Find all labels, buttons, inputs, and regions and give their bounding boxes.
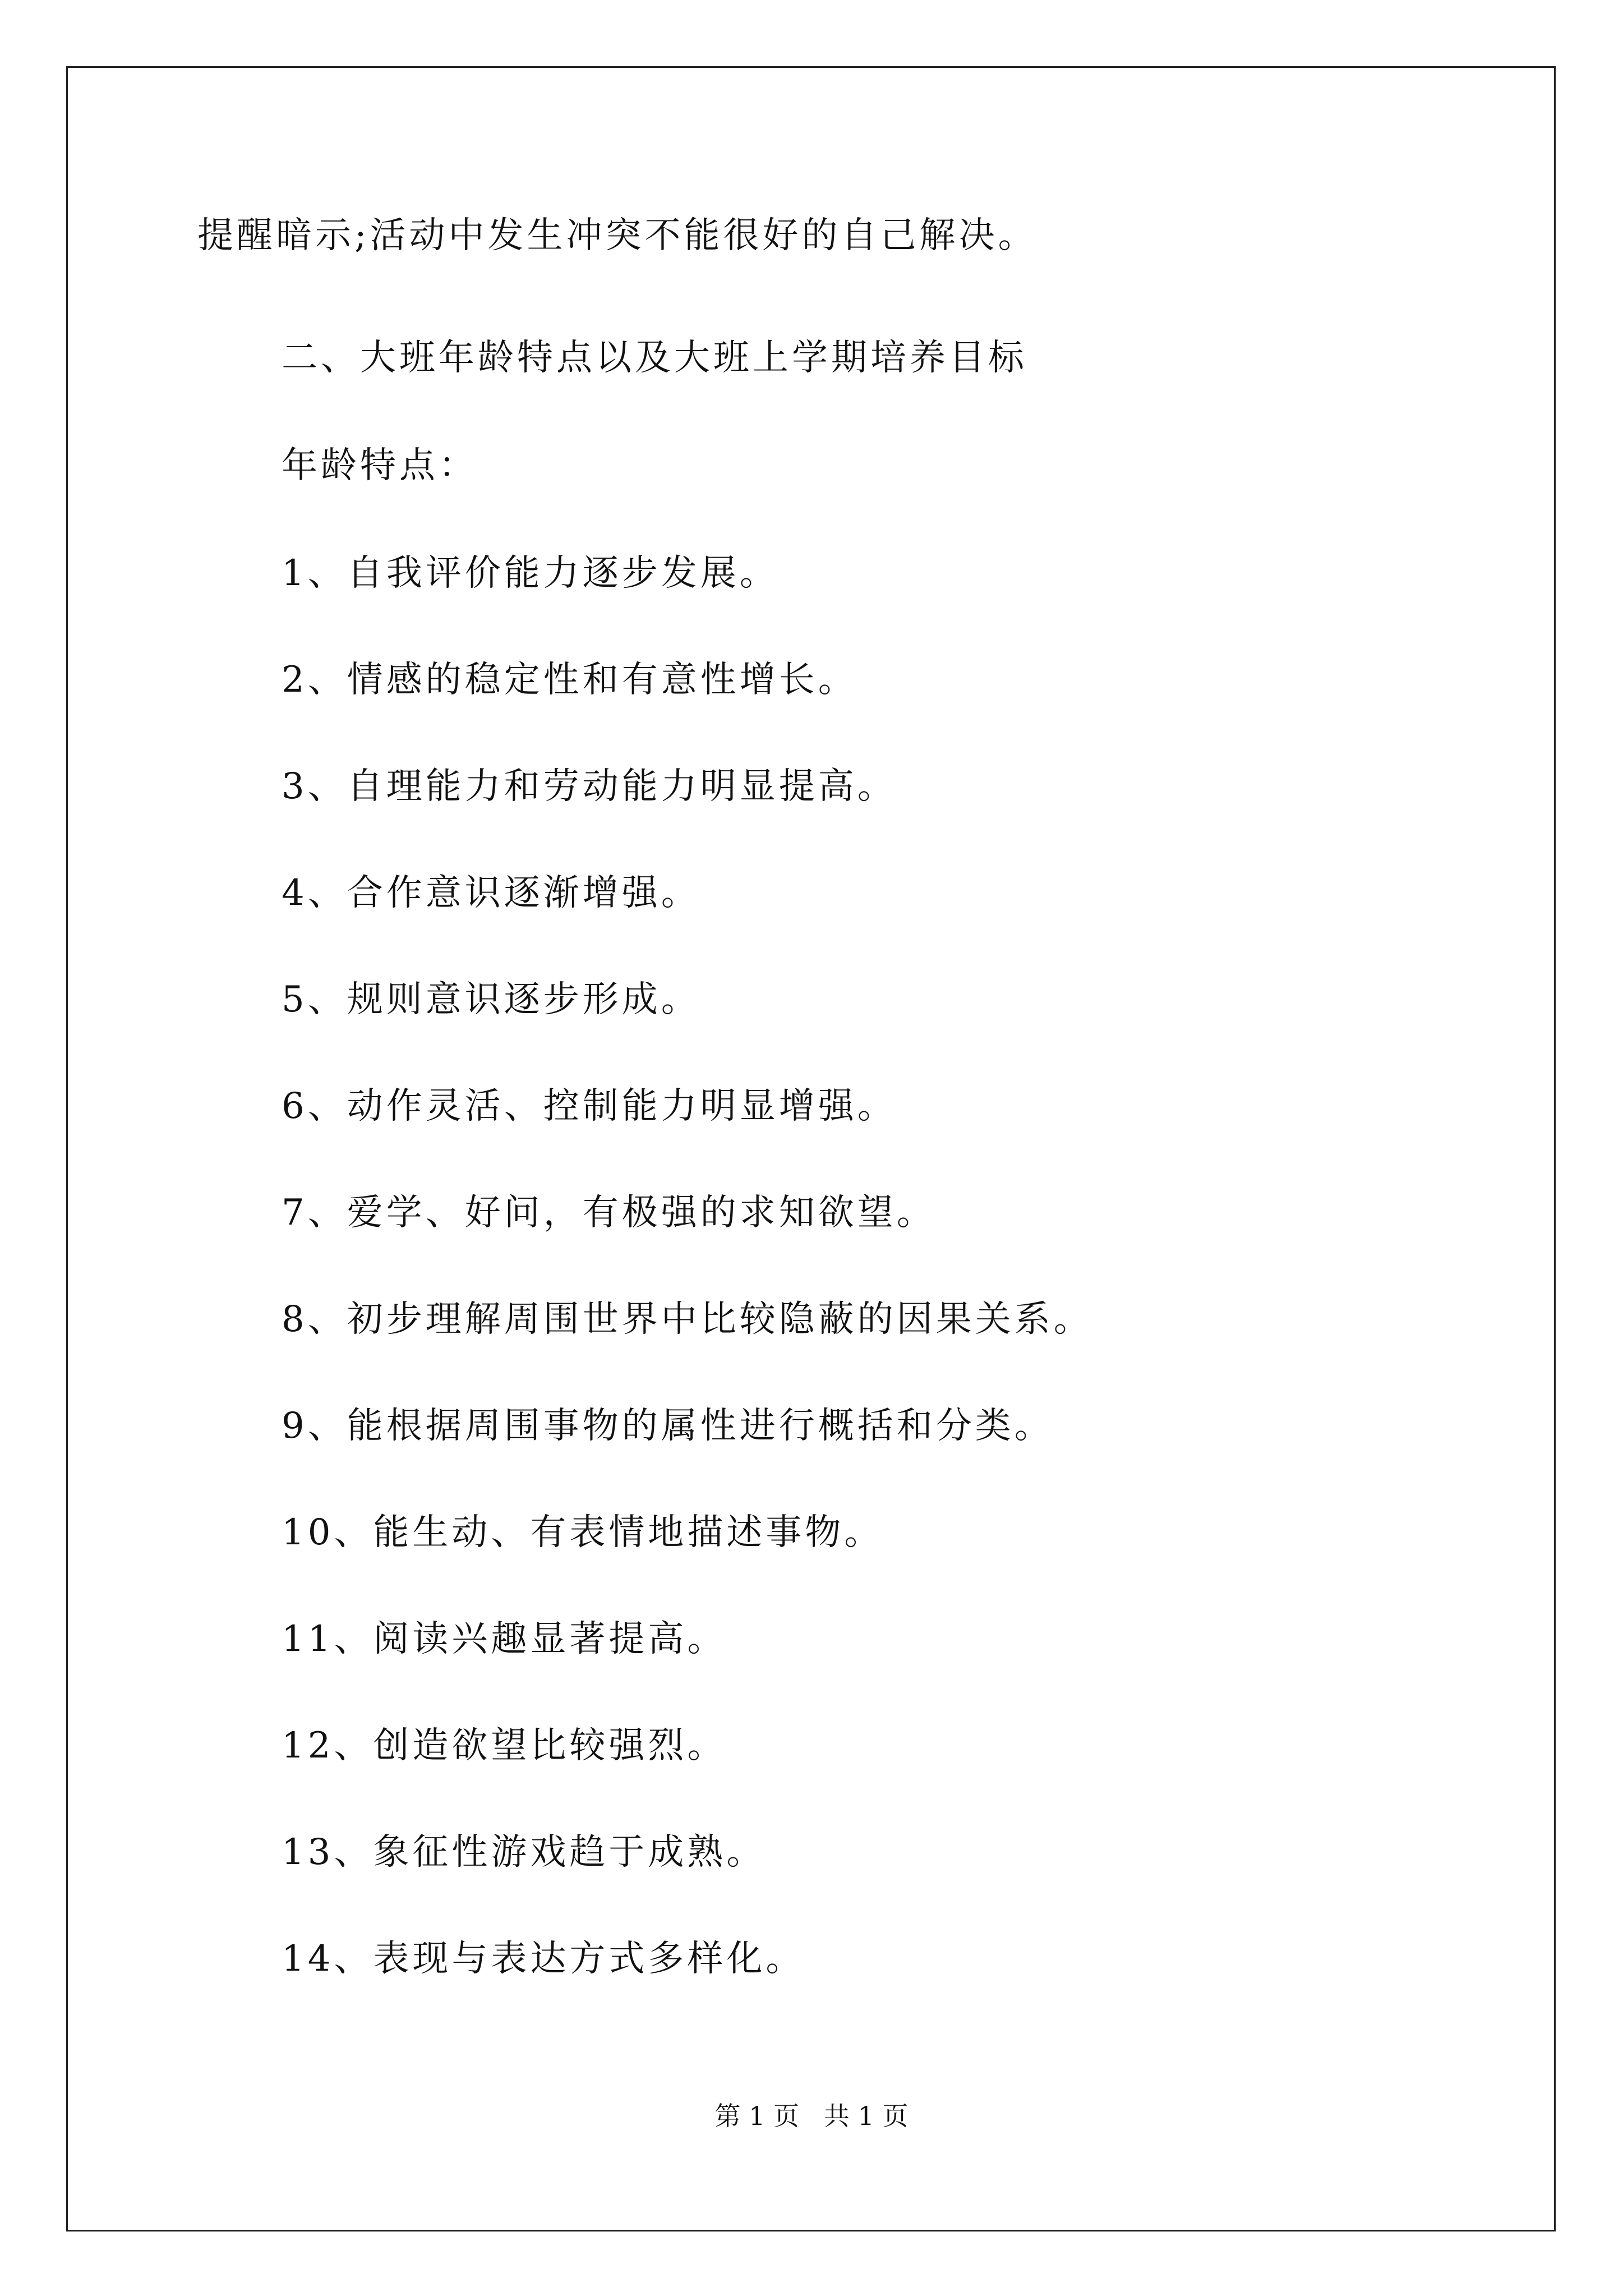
- list-item: 11、阅读兴趣显著提高。: [282, 1618, 727, 1660]
- list-item: 7、爱学、好问，有极强的求知欲望。: [282, 1192, 936, 1234]
- list-item: 10、能生动、有表情地描述事物。: [282, 1512, 884, 1553]
- list-item: 6、动作灵活、控制能力明显增强。: [282, 1085, 897, 1127]
- paragraph-continuation: 提醒暗示;活动中发生冲突不能很好的自己解决。: [197, 215, 1038, 256]
- list-item: 8、初步理解周围世界中比较隐蔽的因果关系。: [282, 1299, 1093, 1340]
- list-item: 13、象征性游戏趋于成熟。: [282, 1832, 766, 1873]
- list-item: 1、自我评价能力逐步发展。: [282, 553, 779, 594]
- list-item: 2、情感的稳定性和有意性增长。: [282, 659, 857, 701]
- list-item: 5、规则意识逐步形成。: [282, 979, 700, 1020]
- subheading-age-features: 年龄特点：: [282, 445, 478, 486]
- page-number-footer: 第 1 页 共 1 页: [714, 2101, 909, 2131]
- list-item: 9、能根据周围事物的属性进行概括和分类。: [282, 1405, 1054, 1447]
- section-heading: 二、大班年龄特点以及大班上学期培养目标: [282, 337, 1027, 379]
- list-item: 4、合作意识逐渐增强。: [282, 872, 700, 914]
- list-item: 3、自理能力和劳动能力明显提高。: [282, 766, 897, 807]
- list-item: 12、创造欲望比较强烈。: [282, 1725, 727, 1766]
- list-item: 14、表现与表达方式多样化。: [282, 1938, 805, 1980]
- page-border: [66, 66, 1556, 2231]
